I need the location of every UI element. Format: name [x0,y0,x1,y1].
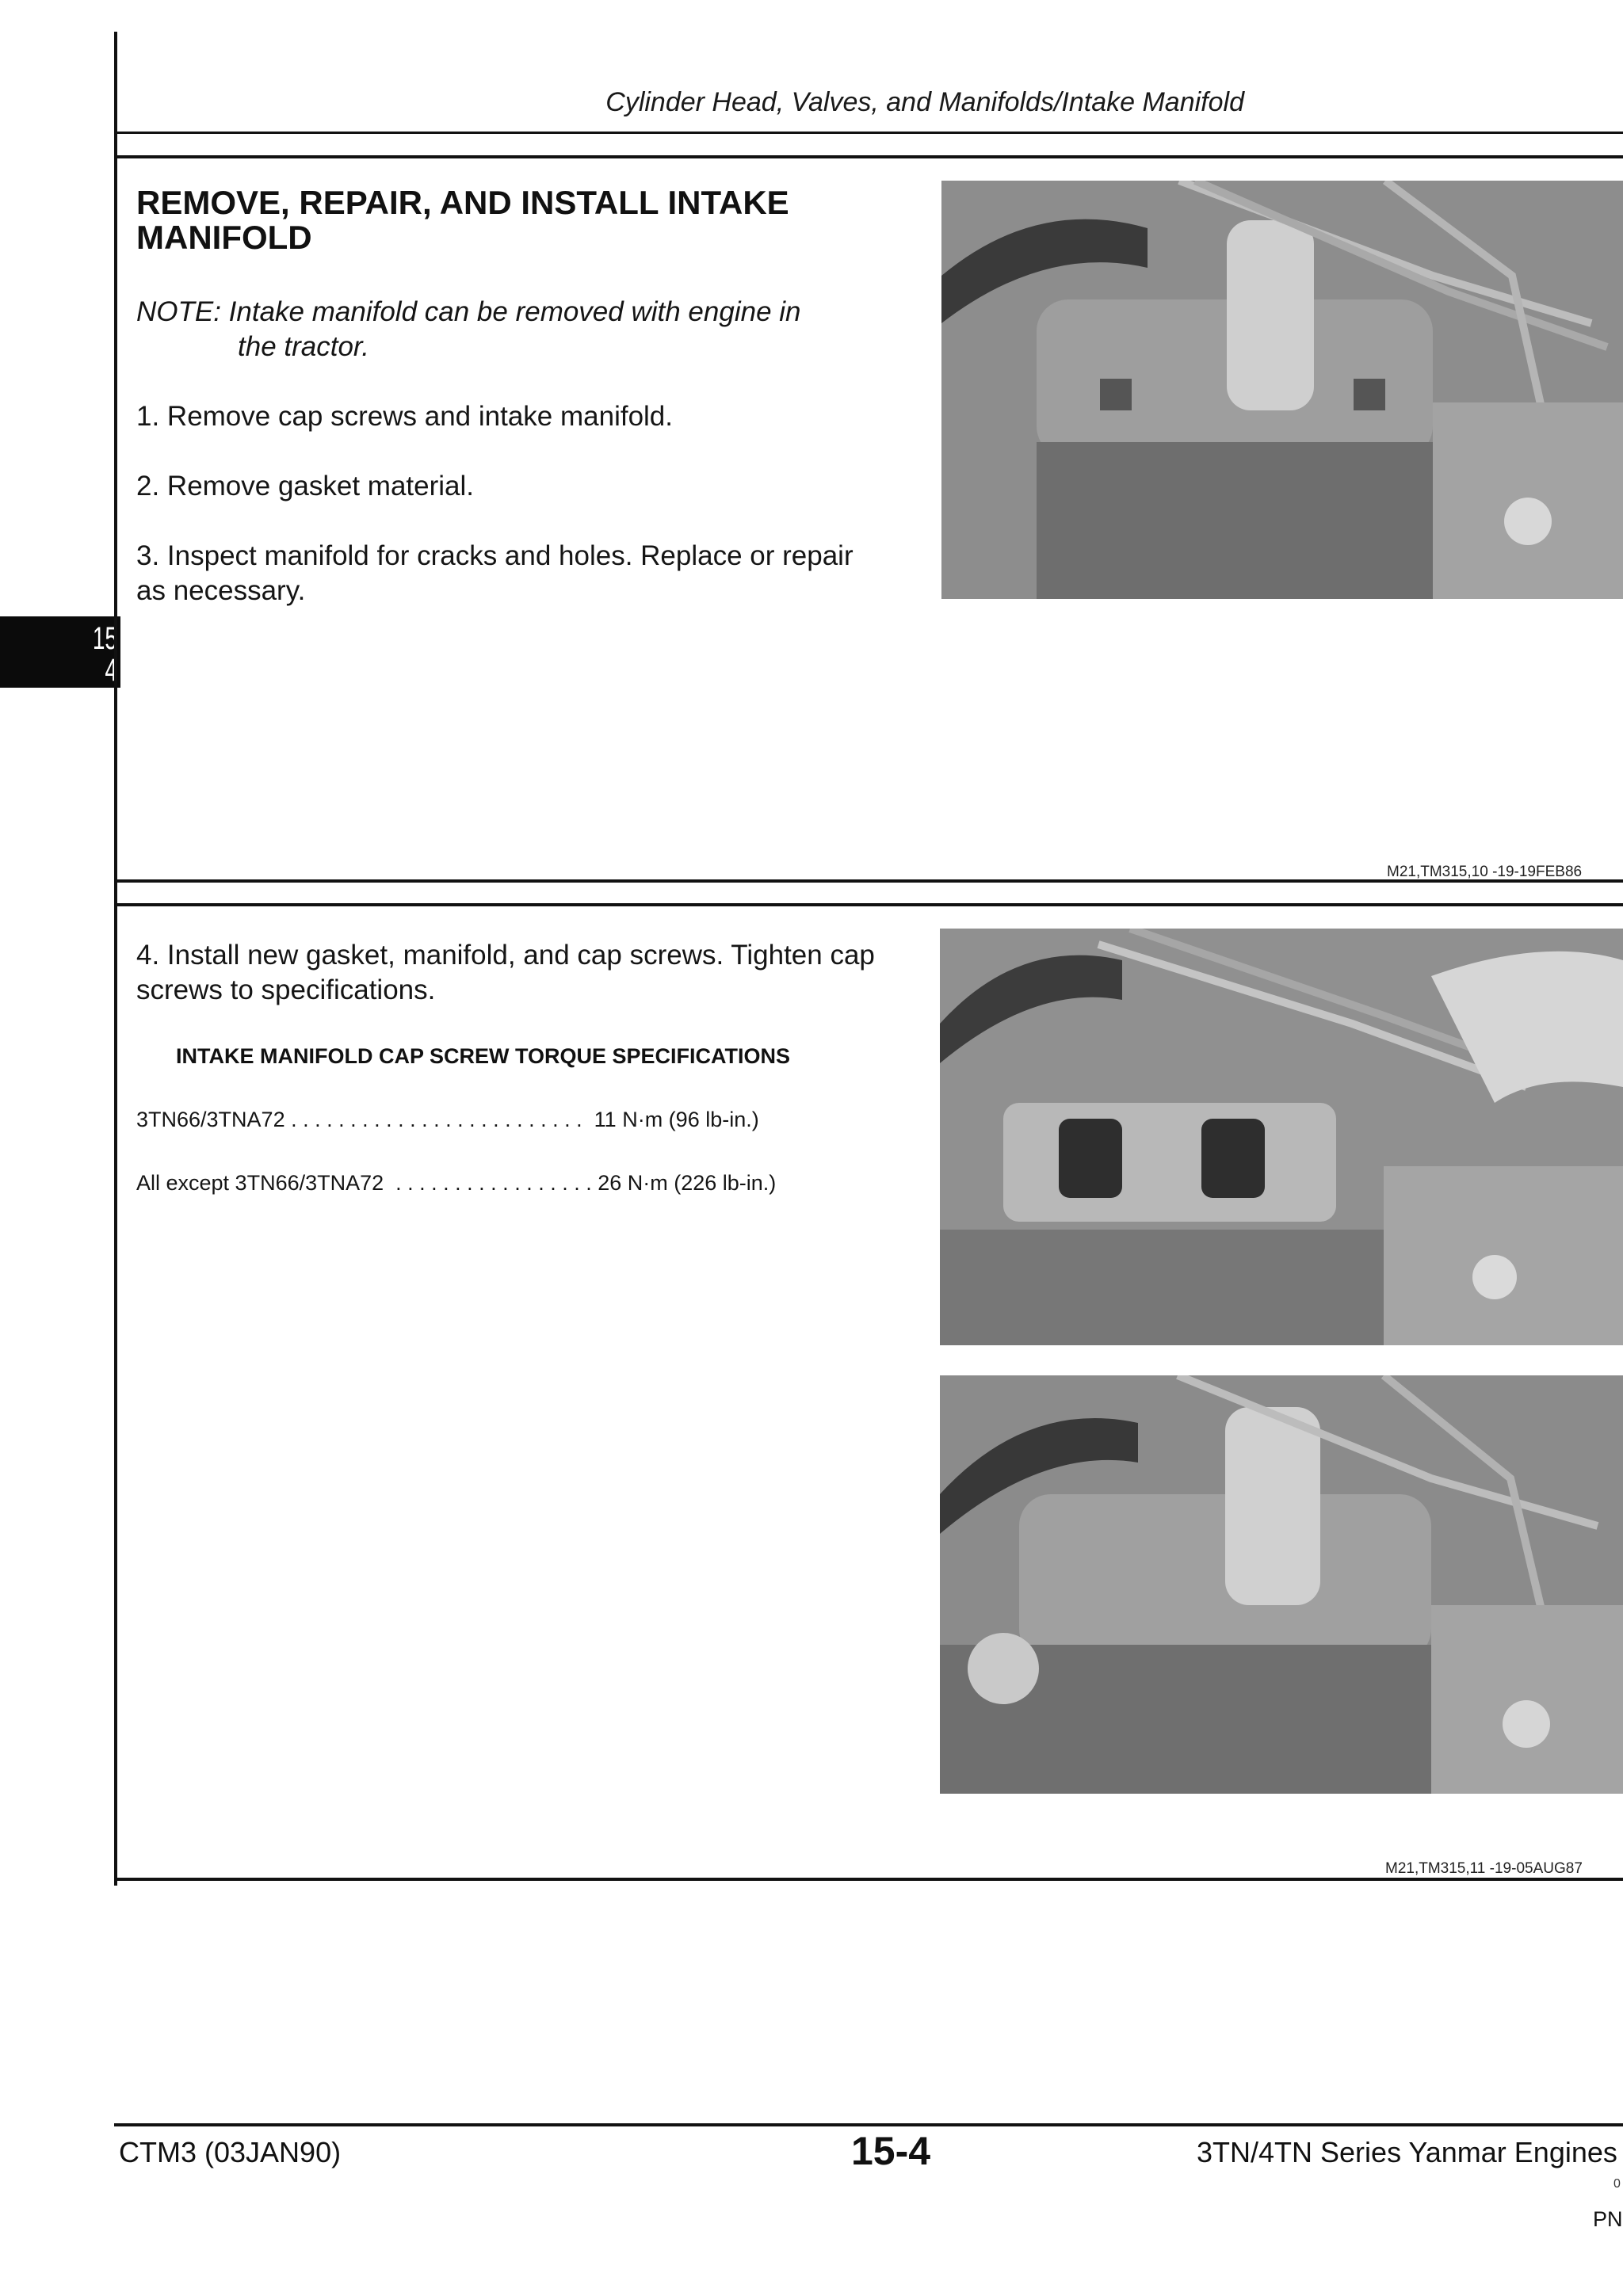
footer-code: PN [1593,2207,1623,2231]
spec-row-label: 3TN66/3TNA72 [136,1108,285,1131]
note-line-2: the tractor. [238,331,369,362]
section-tab-number: 15 [92,621,117,656]
engine-photo-manifold-final [940,1375,1623,1794]
footer-manual-id: CTM3 (03JAN90) [119,2136,342,2168]
step-4-text: 4. Install new gasket, manifold, and cap screws. Tighten cap screws to specifications. [136,940,875,1005]
spec-table-title: INTAKE MANIFOLD CAP SCREW TORQUE SPECIFICATIONS [176,1044,791,1068]
section-tab-page: 4 [105,653,117,688]
spec-row-value: 26 N·m (226 lb-in.) [598,1171,777,1195]
page-number: 15-4 [851,2129,931,2173]
engine-photo-gasket [940,929,1623,1345]
footer-rule [114,2123,1623,2126]
step-1-text: 1. Remove cap screws and intake manifold. [136,401,673,432]
figure-reference-2: M21,TM315,11 -19-05AUG87 [1385,1860,1583,1877]
spec-row-leader: . . . . . . . . . . . . . . . . . [384,1171,598,1195]
engine-photo-manifold-installed [941,181,1623,599]
procedure-title: REMOVE, REPAIR, AND INSTALL INTAKE MANIFOLD [136,184,789,256]
spec-row [136,1108,759,1132]
footer-manual-title: 3TN/4TN Series Yanmar Engines [1197,2136,1617,2168]
spec-row [136,1171,776,1196]
section-tab [0,616,120,688]
step-2-text: 2. Remove gasket material. [136,471,475,502]
note-text [136,295,897,364]
running-header: Cylinder Head, Valves, and Manifolds/Intake Manifold [605,87,1244,117]
figure-reference-1: M21,TM315,10 -19-19FEB86 [1387,864,1583,880]
note-line-1: NOTE: Intake manifold can be removed with engine in [136,296,801,327]
spec-row-label: All except 3TN66/3TNA72 [136,1171,384,1195]
step-3-text: 3. Inspect manifold for cracks and holes. Replace or repair as necessary. [136,540,854,606]
spec-row-leader: . . . . . . . . . . . . . . . . . . . . . . . . . [285,1108,594,1131]
spec-row-value: 11 N·m (96 lb-in.) [594,1108,759,1131]
footer-code-small: 0 [1613,2177,1621,2191]
header-rule [114,132,1623,134]
